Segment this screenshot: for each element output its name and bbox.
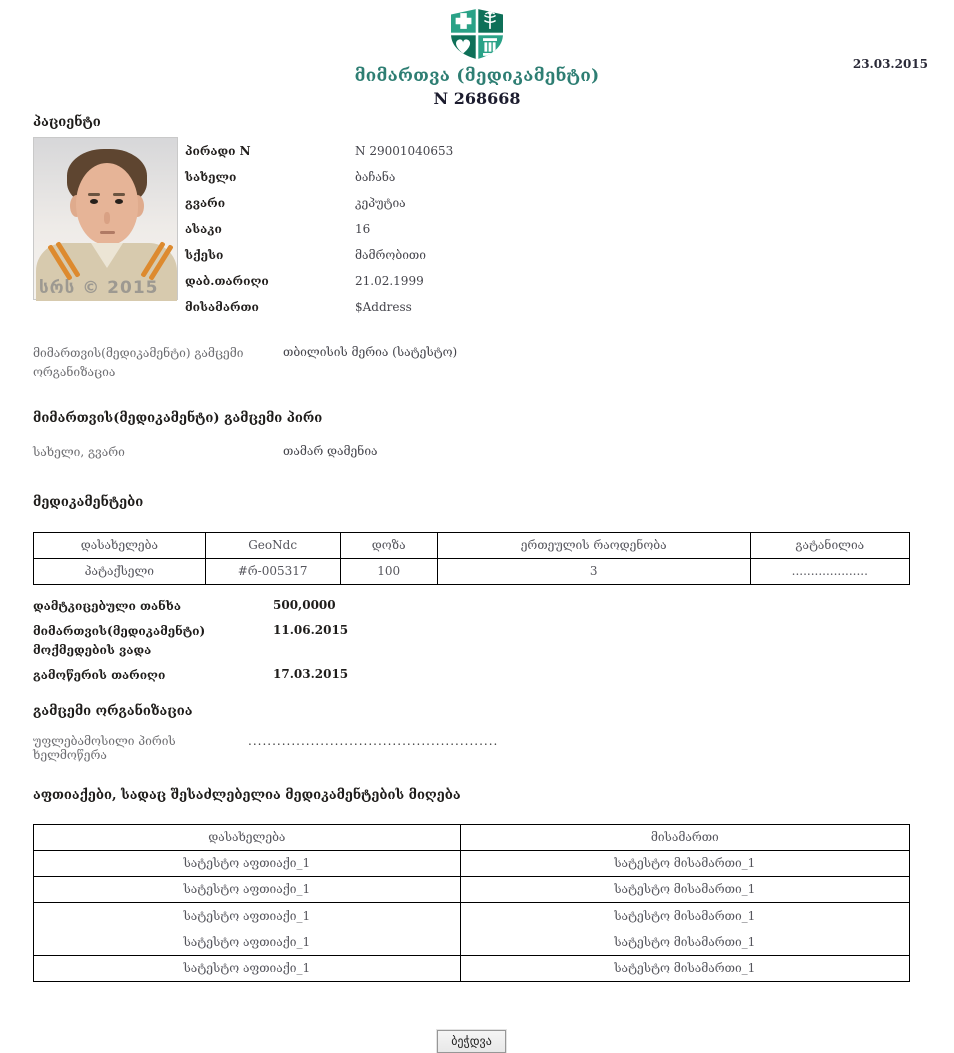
footer bbox=[33, 1030, 910, 1053]
pharmacy-address-cell: სატესტო მისამართი_1 bbox=[460, 850, 909, 876]
document-date: 23.03.2015 bbox=[852, 57, 928, 71]
patient-field-row bbox=[185, 216, 453, 242]
medication-quantity-cell: 3 bbox=[437, 558, 750, 584]
summary-label: დამტკიცებული თანხა bbox=[33, 598, 181, 613]
issuing-org-section-title: გამცემი ორგანიზაცია bbox=[33, 703, 193, 719]
summary-row bbox=[33, 622, 910, 660]
column-header: დასახელება bbox=[34, 824, 461, 850]
field-value: 16 bbox=[355, 222, 371, 236]
summary-row bbox=[33, 597, 910, 616]
pharmacy-address: სატესტო მისამართი_1 bbox=[614, 934, 756, 949]
pharmacy-name-cell bbox=[34, 902, 461, 955]
field-label: სქესი bbox=[185, 248, 224, 262]
pharmacy-address-cell: სატესტო მისამართი_1 bbox=[460, 955, 909, 981]
summary-value: 17.03.2015 bbox=[273, 667, 349, 682]
document-title: მიმართვა (მედიკამენტი) bbox=[354, 66, 600, 86]
field-label: დაბ.თარიღი bbox=[185, 274, 269, 288]
medication-geondc-cell: #რ-005317 bbox=[205, 558, 340, 584]
pharmacy-row bbox=[34, 955, 910, 981]
signature-line: .................................................... bbox=[248, 733, 499, 748]
pharmacy-name: სატესტო აფთიაქი_1 bbox=[183, 908, 311, 923]
column-header: GeoNdc bbox=[205, 532, 340, 558]
field-value: N 29001040653 bbox=[355, 144, 454, 158]
issuer-organization-label: მიმართვის(მედიკამენტი) გამცემი ორგანიზაცია bbox=[33, 346, 244, 379]
summary-label: გამოწერის თარიღი bbox=[33, 668, 166, 683]
issuer-organization-value: თბილისის მერია (სატესტო) bbox=[283, 345, 458, 359]
summary-value: 500,0000 bbox=[273, 597, 336, 612]
document-header bbox=[0, 0, 954, 108]
patient-section bbox=[33, 115, 910, 320]
pharmacy-address: სატესტო მისამართი_1 bbox=[614, 908, 756, 923]
pharmacy-name: სატესტო აფთიაქი_1 bbox=[183, 934, 311, 949]
pharmacy-address-cell bbox=[460, 902, 909, 955]
patient-section-title: პაციენტი bbox=[33, 115, 101, 130]
pharmacy-row-merged bbox=[34, 902, 910, 955]
column-header: ერთეულის რაოდენობა bbox=[437, 532, 750, 558]
field-label: მისამართი bbox=[185, 300, 259, 314]
column-header: გატანილია bbox=[750, 532, 909, 558]
summary-value: 11.06.2015 bbox=[273, 622, 349, 637]
field-value: კეპუტია bbox=[355, 196, 406, 210]
pharmacy-name-cell: სატესტო აფთიაქი_1 bbox=[34, 876, 461, 902]
patient-photo bbox=[33, 137, 178, 300]
issuer-person-section-title: მიმართვის(მედიკამენტი) გამცემი პირი bbox=[33, 411, 323, 427]
medication-row bbox=[34, 558, 910, 584]
signature-row bbox=[33, 734, 910, 762]
column-header: მისამართი bbox=[460, 824, 909, 850]
signature-label: უფლებამოსილი პირის ხელმოწერა bbox=[33, 733, 176, 762]
column-header: დოზა bbox=[340, 532, 437, 558]
patient-field-row bbox=[185, 268, 453, 294]
patient-field-row bbox=[185, 294, 453, 320]
medications-table bbox=[33, 532, 910, 585]
issuer-person-label: სახელი, გვარი bbox=[33, 445, 125, 460]
medication-name-cell: პატაქსელი bbox=[34, 558, 206, 584]
patient-field-row bbox=[185, 190, 453, 216]
patient-field-row bbox=[185, 164, 453, 190]
field-value: 21.02.1999 bbox=[355, 274, 424, 288]
medication-dispensed-cell: .................... bbox=[750, 558, 909, 584]
patient-fields bbox=[185, 137, 453, 320]
summary-label: მიმართვის(მედიკამენტი) მოქმედების ვადა bbox=[33, 623, 206, 658]
medical-shield-icon bbox=[0, 8, 954, 60]
field-value: $Address bbox=[355, 300, 412, 314]
pharmacies-header-row bbox=[34, 824, 910, 850]
column-header: დასახელება bbox=[34, 532, 206, 558]
medications-header-row bbox=[34, 532, 910, 558]
pharmacy-name-cell: სატესტო აფთიაქი_1 bbox=[34, 955, 461, 981]
field-label: პირადი N bbox=[185, 144, 251, 158]
summary-row bbox=[33, 666, 910, 685]
field-value: ბაჩანა bbox=[355, 170, 396, 184]
issuer-person-value: თამარ დამენია bbox=[283, 444, 378, 459]
medications-section-title: მედიკამენტები bbox=[33, 494, 144, 510]
field-value: მამრობითი bbox=[355, 248, 426, 262]
field-label: გვარი bbox=[185, 196, 226, 210]
pharmacy-address-cell: სატესტო მისამართი_1 bbox=[460, 876, 909, 902]
photo-watermark: სრს © 2015 bbox=[39, 278, 159, 298]
field-label: სახელი bbox=[185, 170, 237, 184]
pharmacy-row bbox=[34, 850, 910, 876]
pharmacies-section-title: აფთიაქები, სადაც შესაძლებელია მედიკამენტების მიღება bbox=[33, 787, 461, 803]
field-label: ასაკი bbox=[185, 222, 222, 236]
patient-field-row bbox=[185, 242, 453, 268]
issuer-organization-row bbox=[33, 344, 910, 381]
print-button[interactable]: ბეჭდვა bbox=[437, 1030, 506, 1053]
medication-dose-cell: 100 bbox=[340, 558, 437, 584]
pharmacy-row bbox=[34, 876, 910, 902]
patient-field-row bbox=[185, 138, 453, 164]
pharmacy-name-cell: სატესტო აფთიაქი_1 bbox=[34, 850, 461, 876]
document-number: N 268668 bbox=[433, 89, 521, 108]
summary-section bbox=[33, 597, 910, 686]
pharmacies-table bbox=[33, 824, 910, 982]
issuer-person-row bbox=[33, 443, 910, 462]
